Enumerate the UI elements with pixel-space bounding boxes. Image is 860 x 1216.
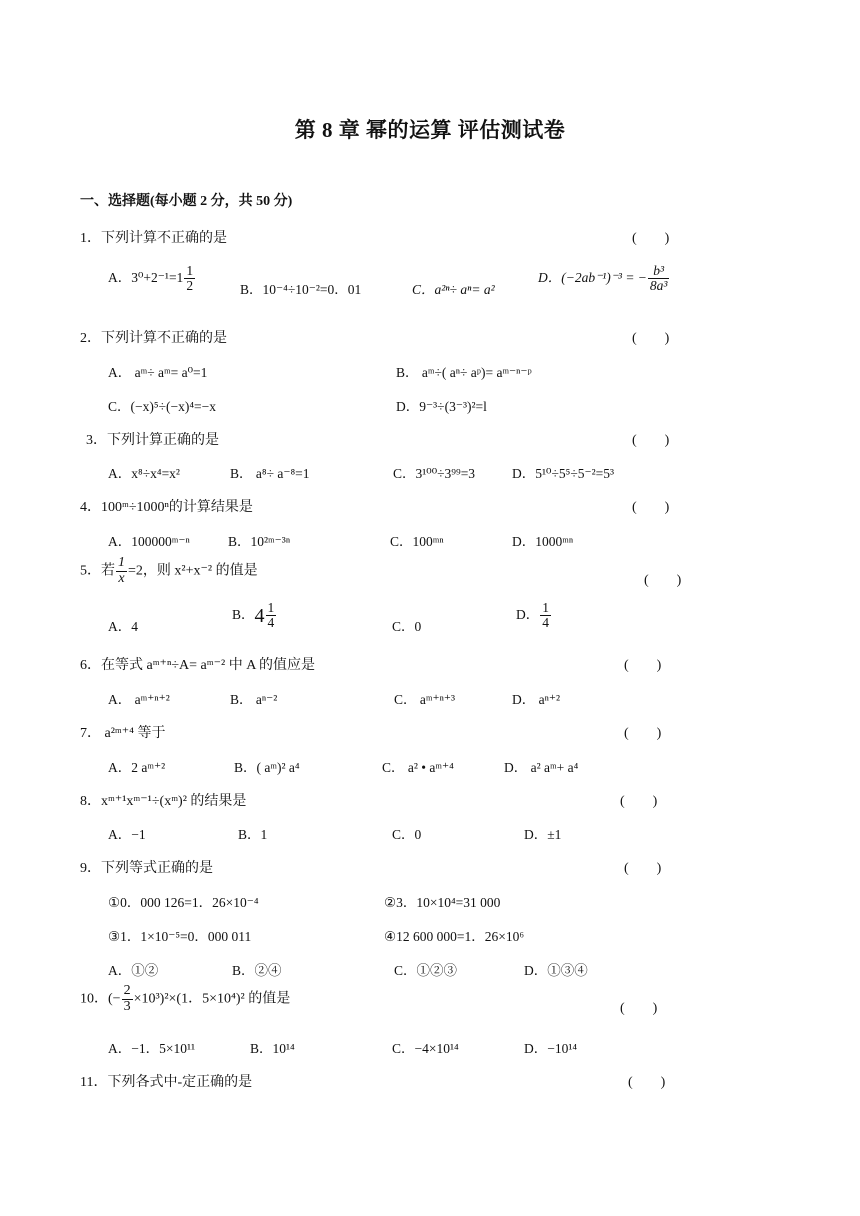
question-5-answer-blank: ( ) xyxy=(644,573,682,588)
question-2-option-a: A． aᵐ÷ aᵐ= a⁰=1 xyxy=(108,365,208,380)
question-10-option-d: D．−10¹⁴ xyxy=(524,1041,578,1056)
question-6-stem: 6．在等式 aᵐ⁺ⁿ÷A= aᵐ⁻² 中 A 的值应是 xyxy=(80,658,316,673)
question-9-statement-2: ②3．10×10⁴=31 000 xyxy=(384,895,501,910)
question-9-statement-1: ①0．000 126=1．26×10⁻⁴ xyxy=(108,895,259,910)
question-7-stem: 7． a²ᵐ⁺⁴ 等于 xyxy=(80,726,166,741)
question-9-statement-4: ④12 600 000=1．26×10⁶ xyxy=(384,929,525,944)
question-9-stem: 9．下列等式正确的是 xyxy=(80,861,213,876)
question-5-stem: 5．若 $\frac{1}{x}$ =2，则 x²+x⁻² 的值是 xyxy=(80,555,258,586)
question-9-option-b: B．②④ xyxy=(232,963,282,978)
question-3-option-b: B． a⁸÷ a⁻⁸=1 xyxy=(230,466,310,481)
question-9-statement-3: ③1．1×10⁻⁵=0．000 011 xyxy=(108,929,252,944)
question-11-stem: 11．下列各式中-定正确的是 xyxy=(80,1075,253,1090)
question-4-option-d: D．1000ᵐⁿ xyxy=(512,534,574,549)
question-9-option-a: A．①② xyxy=(108,963,159,978)
question-6-option-a: A． aᵐ⁺ⁿ⁺² xyxy=(108,692,170,707)
question-1-stem: 1．下列计算不正确的是 xyxy=(80,231,227,246)
question-2-option-b: B． aᵐ÷( aⁿ÷ aᵖ)= aᵐ⁻ⁿ⁻ᵖ xyxy=(396,365,532,380)
question-10-option-b: B．10¹⁴ xyxy=(250,1041,295,1056)
question-3-stem: 3．下列计算正确的是 xyxy=(86,433,219,448)
question-3-option-d: D．5¹⁰÷5⁵÷5⁻²=5³ xyxy=(512,466,615,481)
question-5-option-a: A．4 xyxy=(108,619,138,634)
question-1-option-a: A．3⁰+2⁻¹=1 $\frac{1}{2}$ xyxy=(108,263,194,294)
question-8-option-a: A．−1 xyxy=(108,827,146,842)
question-6-option-d: D． aⁿ⁺² xyxy=(512,692,561,707)
question-3-option-a: A．x⁸÷x⁴=x² xyxy=(108,466,180,481)
question-8-option-c: C．0 xyxy=(392,827,422,842)
question-11-answer-blank: ( ) xyxy=(628,1075,666,1090)
question-9-option-d: D．①③④ xyxy=(524,963,588,978)
question-2-stem: 2．下列计算不正确的是 xyxy=(80,331,227,346)
question-6-option-b: B． aⁿ⁻² xyxy=(230,692,278,707)
question-9-option-c: C．①②③ xyxy=(394,963,458,978)
question-8-option-b: B．1 xyxy=(238,827,268,842)
question-2-answer-blank: ( ) xyxy=(632,331,670,346)
question-4-option-c: C．100ᵐⁿ xyxy=(390,534,444,549)
question-6-option-c: C． aᵐ⁺ⁿ⁺³ xyxy=(394,692,456,707)
question-1-option-b: B．10⁻⁴÷10⁻²=0．01 xyxy=(240,282,362,297)
question-4-stem: 4．100ᵐ÷1000ⁿ的计算结果是 xyxy=(80,500,253,515)
page-title: 第 8 章 幂的运算 评估测试卷 xyxy=(294,118,566,142)
question-5-option-c: C．0 xyxy=(392,619,422,634)
question-7-option-b: B．( aᵐ)² a⁴ xyxy=(234,760,300,775)
question-7-option-a: A．2 aᵐ⁺² xyxy=(108,760,166,775)
question-5-option-b: B．4 $\frac{1}{4}$ xyxy=(232,600,275,631)
question-10-option-c: C．−4×10¹⁴ xyxy=(392,1041,459,1056)
question-4-option-b: B．10²ᵐ⁻³ⁿ xyxy=(228,534,291,549)
question-8-answer-blank: ( ) xyxy=(620,794,658,809)
question-10-stem: 10．(− $\frac{2}{3}$ ×10³)²×(1．5×10⁴)² 的值是 xyxy=(80,983,291,1014)
question-5-option-d: D． $\frac{1}{4}$ xyxy=(516,600,549,631)
section-heading: 一、选择题(每小题 2 分，共 50 分) xyxy=(80,194,293,209)
question-9-answer-blank: ( ) xyxy=(624,861,662,876)
question-1-answer-blank: ( ) xyxy=(632,231,670,246)
question-2-option-d: D．9⁻³÷(3⁻³)²=l xyxy=(396,399,487,414)
question-7-answer-blank: ( ) xyxy=(624,726,662,741)
question-8-option-d: D．±1 xyxy=(524,827,562,842)
question-7-option-c: C． a² • aᵐ⁺⁴ xyxy=(382,760,454,775)
question-6-answer-blank: ( ) xyxy=(624,658,662,673)
question-1-option-d: D．(−2ab⁻¹)⁻³ = − $\frac{\text{b³}}{\text{8a³}}$ xyxy=(538,263,668,294)
question-7-option-d: D． a² aᵐ+ a⁴ xyxy=(504,760,579,775)
question-8-stem: 8．xᵐ⁺¹xᵐ⁻¹÷(xᵐ)² 的结果是 xyxy=(80,794,247,809)
question-3-option-c: C．3¹⁰⁰÷3⁹⁹=3 xyxy=(393,466,476,481)
question-4-option-a: A．100000ᵐ⁻ⁿ xyxy=(108,534,190,549)
question-2-option-c: C．(−x)⁵÷(−x)⁴=−x xyxy=(108,399,217,414)
question-3-answer-blank: ( ) xyxy=(632,433,670,448)
question-10-option-a: A．−1．5×10¹¹ xyxy=(108,1041,196,1056)
question-1-option-c: C．a²ⁿ÷ aⁿ= a² xyxy=(412,282,495,297)
question-4-answer-blank: ( ) xyxy=(632,500,670,515)
question-10-answer-blank: ( ) xyxy=(620,1001,658,1016)
